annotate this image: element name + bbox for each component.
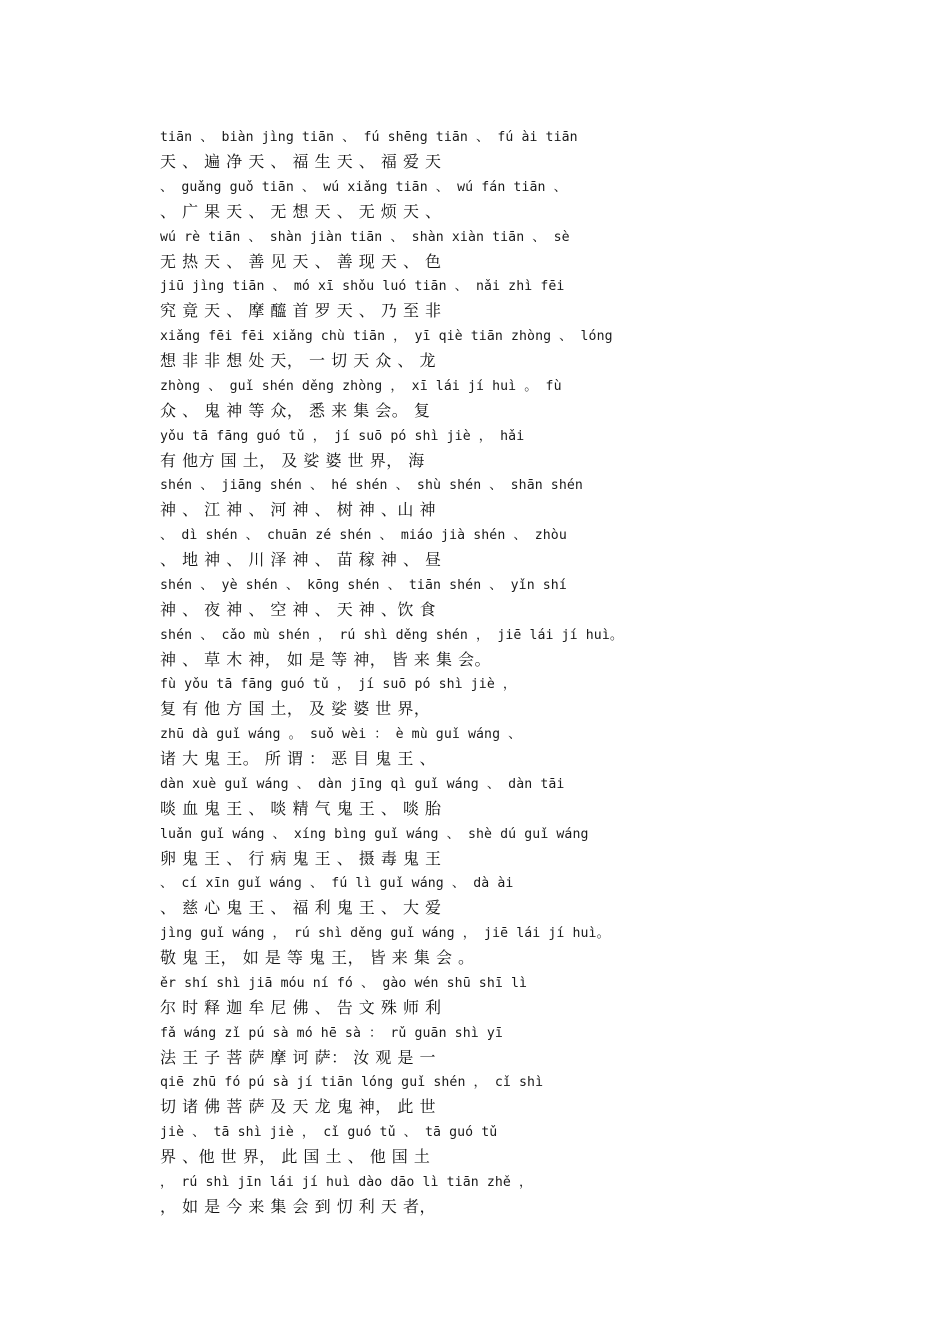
hanzi-line: 诸 大 鬼 王。 所 谓 ： 恶 目 鬼 王 、 — [160, 749, 436, 768]
text-line-pair — [160, 923, 860, 973]
text-line-pair — [160, 973, 860, 1023]
hanzi-line: 想 非 非 想 处 天， 一 切 天 众 、 龙 — [160, 351, 436, 370]
text-line-pair — [160, 774, 860, 824]
text-line-pair — [160, 575, 860, 625]
pinyin-line: 、 dì shén 、 chuān zé shén 、 miáo jià shén 、 zhòu — [160, 528, 567, 543]
pinyin-line: yǒu tā fāng guó tǔ ， jí suō pó shì jiè ， hǎi — [160, 428, 525, 444]
pinyin-line: zhū dà guǐ wáng 。 suǒ wèi ： è mù guǐ wáng 、 — [160, 727, 522, 742]
text-line-pair — [160, 227, 860, 277]
hanzi-line: 界 、他 世 界， 此 国 土 、 他 国 土 — [160, 1147, 431, 1166]
pinyin-line: ， rú shì jīn lái jí huì dào dāo lì tiān zhě ， — [160, 1174, 533, 1190]
hanzi-line: 卵 鬼 王 、 行 病 鬼 王 、 摄 毒 鬼 王 — [160, 848, 442, 868]
pinyin-line: xiǎng fēi fēi xiǎng chù tiān ， yī qiè tiān zhòng 、 lóng — [160, 329, 613, 344]
hanzi-line: ， 如 是 今 来 集 会 到 忉 利 天 者， — [160, 1196, 436, 1216]
text-line-pair — [160, 625, 860, 675]
text-line-pair — [160, 177, 860, 227]
pinyin-line: dàn xuè guǐ wáng 、 dàn jīng qì guǐ wáng 、 dàn tāi — [160, 776, 565, 792]
hanzi-line: 有 他方 国 土， 及 娑 婆 世 界， 海 — [160, 450, 425, 470]
pinyin-line: ěr shí shì jiā móu ní fó 、 gào wén shū shī lì — [160, 975, 528, 991]
hanzi-line: 尔 时 释 迦 牟 尼 佛 、 告 文 殊 师 利 — [160, 997, 442, 1017]
text-line-pair — [160, 824, 860, 874]
pinyin-line: qiē zhū fó pú sà jí tiān lóng guǐ shén ， cǐ shì — [160, 1075, 544, 1091]
pinyin-line: shén 、 cǎo mù shén ， rú shì děng shén ， jiē lái jí huì。 — [160, 627, 624, 643]
hanzi-line: 啖 血 鬼 王 、 啖 精 气 鬼 王 、 啖 胎 — [160, 798, 442, 818]
pinyin-line: luǎn guǐ wáng 、 xíng bìng guǐ wáng 、 shè dú guǐ wáng — [160, 826, 589, 842]
hanzi-line: 切 诸 佛 菩 萨 及 天 龙 鬼 神， 此 世 — [160, 1097, 436, 1117]
text-line-pair — [160, 674, 860, 724]
hanzi-line: 究 竟 天 、 摩 醯 首 罗 天 、 乃 至 非 — [160, 301, 442, 321]
text-line-pair — [160, 426, 860, 476]
hanzi-line: 神 、 草 木 神， 如 是 等 神， 皆 来 集 会。 — [160, 649, 492, 669]
text-line-pair — [160, 1072, 860, 1122]
text-line-pair — [160, 276, 860, 326]
pinyin-line: jiè 、 tā shì jiè ， cǐ guó tǔ 、 tā guó tǔ — [160, 1125, 498, 1140]
hanzi-line: 神 、 江 神 、 河 神 、 树 神 、山 神 — [160, 500, 436, 520]
text-line-pair — [160, 873, 860, 923]
hanzi-line: 、 慈 心 鬼 王 、 福 利 鬼 王 、 大 爱 — [160, 898, 442, 918]
text-line-pair — [160, 376, 860, 426]
text-line-pair — [160, 1023, 860, 1073]
text-line-pair — [160, 525, 860, 575]
hanzi-line: 、 地 神 、 川 泽 神 、 苗 稼 神 、 昼 — [160, 550, 442, 569]
pinyin-line: shén 、 yè shén 、 kōng shén 、 tiān shén 、 yǐn shí — [160, 577, 567, 593]
pinyin-line: 、 guǎng guǒ tiān 、 wú xiǎng tiān 、 wú fán tiān 、 — [160, 179, 567, 195]
pinyin-line: fù yǒu tā fāng guó tǔ ， jí suō pó shì jiè ， — [160, 677, 517, 693]
pinyin-line: 、 cí xīn guǐ wáng 、 fú lì guǐ wáng 、 dà ài — [160, 876, 514, 892]
hanzi-line: 神 、 夜 神 、 空 神 、 天 神 、饮 食 — [160, 599, 436, 619]
pinyin-line: zhòng 、 guǐ shén děng zhòng ， xī lái jí huì 。 fù — [160, 378, 562, 394]
text-line-pair — [160, 475, 860, 525]
hanzi-line: 、 广 果 天 、 无 想 天 、 无 烦 天 、 — [160, 201, 442, 221]
pinyin-line: tiān 、 biàn jìng tiān 、 fú shēng tiān 、 fú ài tiān — [160, 130, 578, 145]
hanzi-line: 众 、 鬼 神 等 众， 悉 来 集 会。 复 — [160, 400, 431, 420]
pinyin-line: wú rè tiān 、 shàn jiàn tiān 、 shàn xiàn tiān 、 sè — [160, 229, 570, 245]
pinyin-line: jiū jìng tiān 、 mó xī shǒu luó tiān 、 nǎi zhì fēi — [160, 279, 565, 295]
text-line-pair — [160, 724, 860, 774]
text-line-pair — [160, 1172, 860, 1222]
hanzi-line: 法 王 子 菩 萨 摩 诃 萨： 汝 观 是 一 — [160, 1047, 436, 1067]
text-line-pair — [160, 326, 860, 376]
hanzi-line: 复 有 他 方 国 土， 及 娑 婆 世 界， — [160, 699, 431, 719]
text-line-pair — [160, 127, 860, 177]
hanzi-line: 天 、 遍 净 天 、 福 生 天 、 福 爱 天 — [160, 152, 442, 171]
hanzi-line: 敬 鬼 王， 如 是 等 鬼 王， 皆 来 集 会 。 — [160, 948, 475, 967]
document-page — [160, 127, 860, 1222]
hanzi-line: 无 热 天 、 善 见 天 、 善 现 天 、 色 — [160, 251, 442, 271]
pinyin-line: shén 、 jiāng shén 、 hé shén 、 shù shén 、 shān shén — [160, 478, 583, 494]
text-line-pair — [160, 1122, 860, 1172]
pinyin-line: fǎ wáng zǐ pú sà mó hē sà ： rǔ guān shì yī — [160, 1025, 503, 1041]
pinyin-line: jìng guǐ wáng ， rú shì děng guǐ wáng ， jiē lái jí huì。 — [160, 926, 610, 941]
